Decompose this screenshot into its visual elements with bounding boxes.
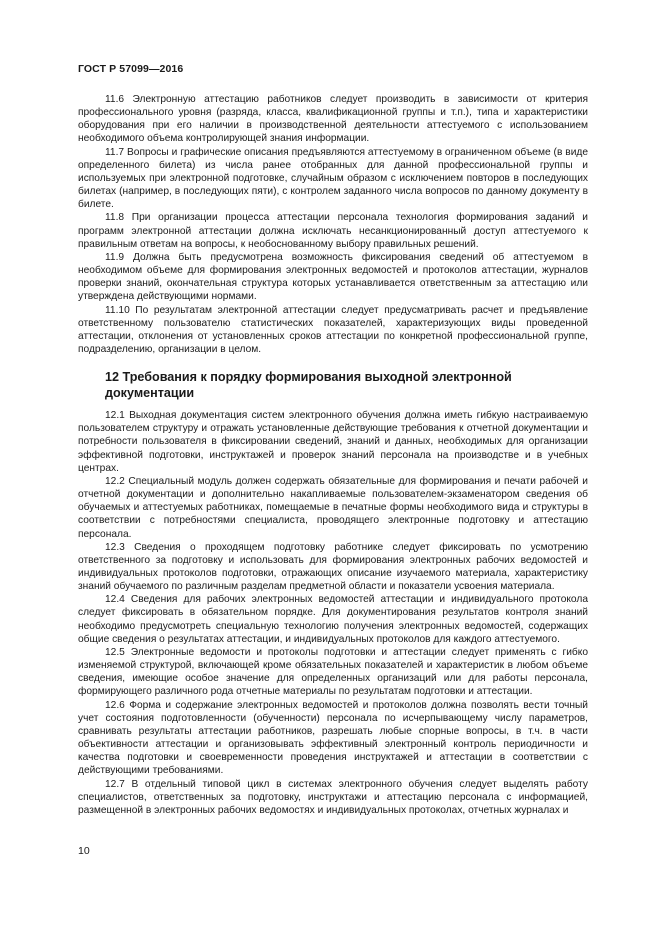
document-header: ГОСТ Р 57099—2016 bbox=[78, 63, 184, 75]
section-12-title: 12 Требования к порядку формирования выходной электронной документации bbox=[105, 370, 512, 401]
page-number: 10 bbox=[78, 845, 90, 857]
paragraph-12-6: 12.6 Форма и содержание электронных ведомостей и протоколов должна позволять вести точный учет состояния подготовленности (обученности) персонала по исчерпывающему числу параметров, сравнивать результаты аттестации работников, разрешать любые спорные вопросы, в т.ч. в части объективности аттестации и организовывать эффективный электронный контроль периодичности и качества подготовки и своевременности проведения инструктажей и аттестации в соответствии с действующими требованиями. bbox=[78, 699, 588, 777]
paragraph-12-7: 12.7 В отдельный типовой цикл в системах электронного обучения следует выделять работу специалистов, ответственных за подготовку, инструктажи и аттестацию персонала с информацией, размещенной в электронных рабочих ведомостях и индивидуальных протоколах, отчетных журналах и bbox=[78, 778, 588, 816]
paragraph-12-1: 12.1 Выходная документация систем электронного обучения должна иметь гибкую настраиваемую пользователем структуру и отражать установленные действующие требования к отчетной документации и потребности пользователя в фиксировании сведений, знаний и данных, необходимых для организации эффективной подготовки, инструктажей и проверок знаний персонала на производстве и в учебных центрах. bbox=[78, 410, 588, 474]
paragraph-11-10: 11.10 По результатам электронной аттестации следует предусматривать расчет и предъявление ответственному пользователю статистических показателей, характеризующих виды проведенной аттестации, отклонения от установленных сроков аттестации по конкретной профессиональной группе, подразделению, организации в целом. bbox=[78, 304, 588, 355]
paragraph-11-7: 11.7 Вопросы и графические описания предъявляются аттестуемому в ограниченном объеме (в виде определенного билета) из числа ранее отобранных для данной профессиональной группы и используемых при электронной подготовке, случайным образом с исключением повторов в последующих билетах (например, в последующих пяти), с контролем заданного числа вопросов по данному документу в билете. bbox=[78, 146, 588, 211]
document-body bbox=[78, 93, 588, 817]
paragraph-11-8: 11.8 При организации процесса аттестации персонала технология формирования заданий и программ электронной аттестации должна исключать несанкционированный доступ аттестуемого к правильным ответам на вопросы, к необоснованному выбору правильных решений. bbox=[78, 212, 588, 250]
paragraph-11-9: 11.9 Должна быть предусмотрена возможность фиксирования сведений об аттестуемом в необходимом объеме для формирования электронных ведомостей и протоколов аттестации, журналов проверки знаний, окончательная структура которых устанавливается ответственным за аттестацию или утверждена действующими нормами. bbox=[78, 251, 588, 303]
paragraph-12-5: 12.5 Электронные ведомости и протоколы подготовки и аттестации следует применять с гибко изменяемой структурой, включающей кроме обязательных показателей и характеристик в любом объеме сведения, имеющие особое значение для определенных организаций или для работы персонала, формирующего различного рода отчетные материалы по результатам подготовки и аттестации. bbox=[78, 646, 588, 698]
paragraph-12-4: 12.4 Сведения для рабочих электронных ведомостей аттестации и индивидуального протокола следует фиксировать в обязательном порядке. Для документирования результатов контроля знаний необходимо предусмотреть специальную технологию получения электронных ведомостей, содержащих общие сведения о результатах аттестации, и индивидуальных протоколов для каждого аттестуемого. bbox=[78, 594, 588, 645]
paragraph-11-6: 11.6 Электронную аттестацию работников следует производить в зависимости от критерия профессионального уровня (разряда, класса, квалификационной группы и т.п.), типа и характеристики оборудования при его наличии в производственной деятельности аттестуемого с использованием необходимого объема контролирующей знания информации. bbox=[78, 94, 588, 145]
paragraph-12-3: 12.3 Сведения о проходящем подготовку работнике следует фиксировать по усмотрению ответственного за подготовку и использовать для формирования электронных рабочих ведомостей и индивидуальных протоколов подготовки, отражающих описание изучаемого материала, характеристику знаний обучаемого по различным разделам предметной области и показатели усвоения материала. bbox=[78, 541, 588, 593]
paragraph-12-2: 12.2 Специальный модуль должен содержать обязательные для формирования и печати рабочей и отчетной документации и дополнительно накапливаемые пользователем-экзаменатором сведения об обучаемых и аттестуемых работниках, помещаемые в печатные формы необходимого вида и структуры в соответствии с потребностями специалиста, проводящего электронные подготовку и аттестацию персонала. bbox=[78, 475, 588, 540]
